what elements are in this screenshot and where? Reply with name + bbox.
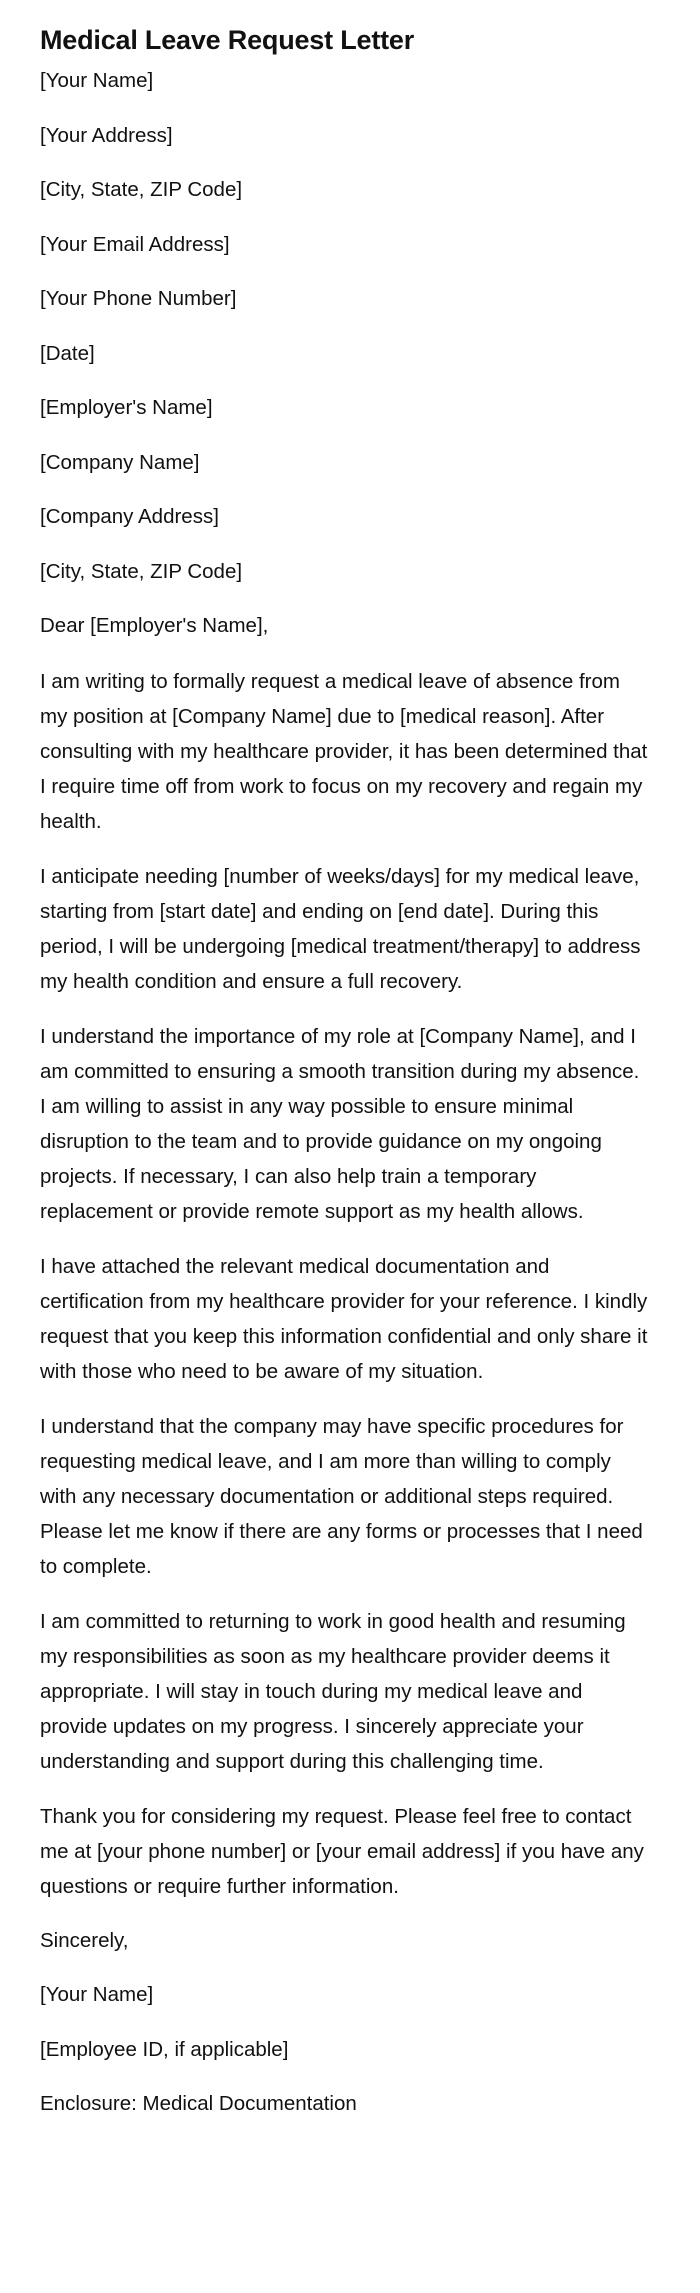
recipient-employer-name: [Employer's Name] [40,396,213,419]
salutation: Dear [Employer's Name], [40,614,269,637]
letter-date: [Date] [40,341,95,365]
signature-name: [Your Name] [40,1983,154,2006]
enclosure: Enclosure: Medical Documentation [40,2092,357,2115]
sender-name: [Your Name] [40,69,154,92]
body-paragraph-6: I am committed to returning to work in good health and resuming my responsibilities as soon as my healthcare provider deems it appropriate. I will stay in touch during my medical leave and provide updates on my progress. I sincerely appreciate your understanding and support during this challenging time. [40,1609,626,1773]
body-paragraph-2: I anticipate needing [number of weeks/days] for my medical leave, starting from [start date] and ending on [end date]. During this period, I will be undergoing [medical treatment/therapy] to address my health condition and ensure a full recovery. [40,864,641,993]
body-paragraph-7: Thank you for considering my request. Please feel free to contact me at [your phone number] or [your email address] if you have any questions or require further information. [40,1804,644,1898]
recipient-company-name: [Company Name] [40,450,200,474]
sender-city-state-zip: [City, State, ZIP Code] [40,178,243,201]
body-paragraph-5: I understand that the company may have specific procedures for requesting medical leave, and I am more than willing to comply with any necessary documentation or additional steps required. Please let me know if there are any forms or processes that I need to complete. [40,1414,643,1578]
sender-address: [Your Address] [40,123,173,147]
recipient-city-state-zip: [City, State, ZIP Code] [40,559,243,583]
employee-id: [Employee ID, if applicable] [40,2037,289,2061]
document-title: Medical Leave Request Letter [40,25,415,55]
sender-email: [Your Email Address] [40,232,230,256]
body-paragraph-3: I understand the importance of my role at [Company Name], and I am committed to ensuring a smooth transition during my absence. I am willing to assist in any way possible to ensure minimal disruption to the team and to provide guidance on my ongoing projects. If necessary, I can also help train a temporary replacement or provide remote support as my health allows. [40,1024,640,1223]
sender-phone: [Your Phone Number] [40,287,237,310]
body-paragraph-4: I have attached the relevant medical documentation and certification from my healthcare provider for your reference. I kindly request that you keep this information confidential and only share it with those who need to be aware of my situation. [40,1254,648,1383]
recipient-company-address: [Company Address] [40,505,219,528]
closing: Sincerely, [40,1928,129,1952]
body-paragraph-1: I am writing to formally request a medical leave of absence from my position at [Company Name] due to [medical reason]. After consulting with my healthcare provider, it has been determined that I require time off from work to focus on my recovery and regain my health. [40,669,648,833]
